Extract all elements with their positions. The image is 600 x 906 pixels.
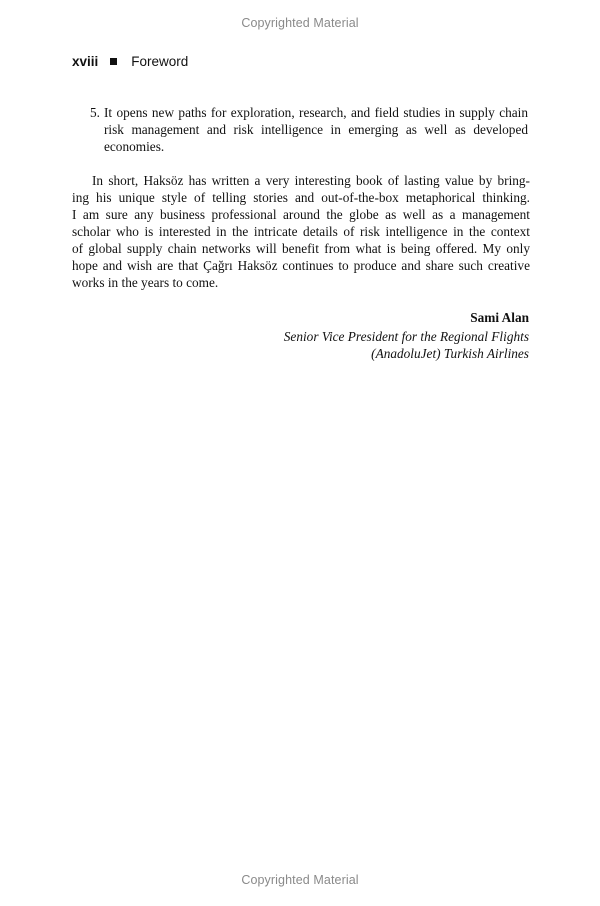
paragraph-line: In short, Haksöz has written a very interesting book of lasting value by bring- bbox=[92, 173, 530, 188]
paragraph-line: of global supply chain networks will benefit from what is being offered. My only bbox=[72, 241, 530, 256]
section-title: Foreword bbox=[131, 54, 189, 69]
list-number: 5. bbox=[90, 105, 100, 120]
list-line: risk management and risk intelligence in emerging as well as developed bbox=[104, 122, 528, 137]
list-line: It opens new paths for exploration, research, and field studies in supply chain bbox=[104, 105, 528, 120]
paragraph-line: works in the years to come. bbox=[72, 275, 219, 290]
paragraph-line: scholar who is interested in the intricate details of risk intelligence in the context bbox=[72, 224, 530, 239]
signature-title: (AnadoluJet) Turkish Airlines bbox=[371, 346, 529, 361]
signature-title: Senior Vice President for the Regional Flights bbox=[283, 329, 529, 344]
page-number: xviii bbox=[72, 54, 99, 69]
paragraph-line: ing his unique style of telling stories and out-of-the-box metaphorical thinking. bbox=[72, 190, 530, 205]
square-bullet-icon bbox=[110, 58, 117, 65]
paragraph-line: I am sure any business professional around the globe as well as a management bbox=[72, 207, 530, 222]
list-line: economies. bbox=[104, 139, 165, 154]
signature-name: Sami Alan bbox=[470, 310, 529, 325]
paragraph-line: hope and wish are that Çağrı Haksöz continues to produce and share such creative bbox=[72, 258, 530, 273]
watermark-top: Copyrighted Material bbox=[241, 16, 359, 30]
running-head bbox=[72, 54, 188, 69]
watermark-bottom: Copyrighted Material bbox=[241, 873, 359, 887]
